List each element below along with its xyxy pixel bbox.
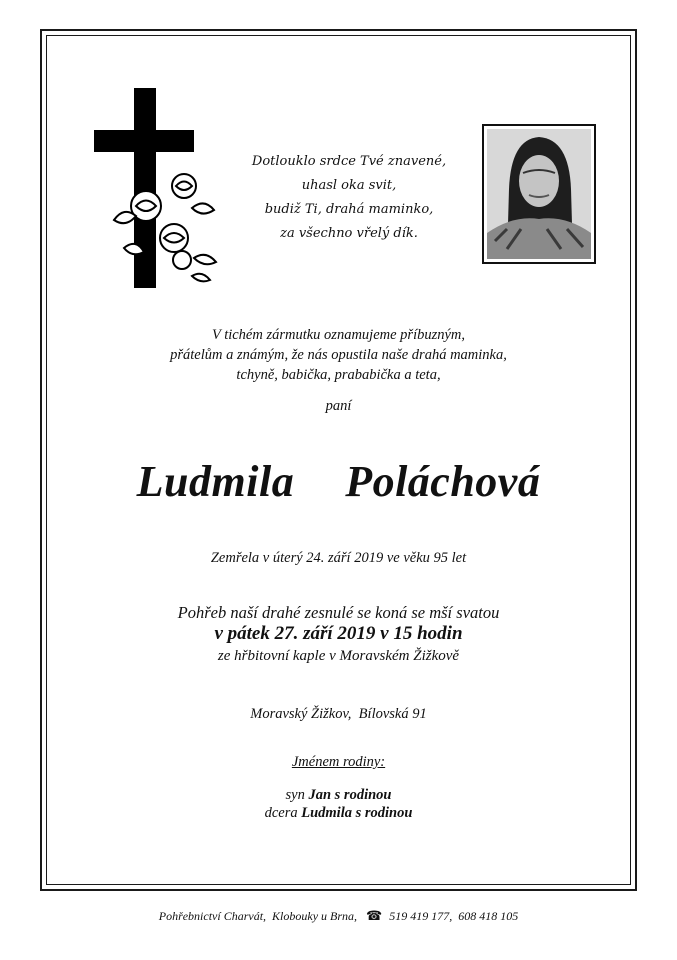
family-relation: dcera <box>264 805 298 821</box>
family-member-name: Ludmila s rodinou <box>301 805 413 821</box>
announcement-intro <box>60 325 617 385</box>
portrait-photo <box>482 124 596 264</box>
family-heading <box>60 754 617 771</box>
phone-numbers: 519 419 177, 608 418 105 <box>389 909 519 923</box>
deceased-name: Ludmila Poláchová <box>136 457 541 506</box>
family-member <box>60 805 617 822</box>
telephone-icon: ☎ <box>366 908 383 923</box>
family-address: Moravský Žižkov, Bílovská 91 <box>250 706 427 722</box>
family-relation: syn <box>285 787 305 803</box>
family-member <box>60 787 617 804</box>
honorific: paní <box>325 398 352 414</box>
family-heading-text: Jménem rodiny: <box>291 754 386 770</box>
funeral-location: ze hřbitovní kaple v Moravském Žižkově <box>217 648 460 664</box>
verse-line: budiž Ti, drahá maminko, <box>264 202 434 217</box>
verse-line: uhasl oka svit, <box>301 178 397 193</box>
verse-line: za všechno vřelý dík. <box>280 226 418 241</box>
intro-line: V tichém zármutku oznamujeme příbuzným, <box>211 327 466 343</box>
funeral-datetime: v pátek 27. září 2019 v 15 hodin <box>214 623 463 644</box>
funeral-company: Pohřebnictví Charvát, Klobouky u Brna, <box>158 909 358 923</box>
intro-line: přátelům a známým, že nás opustila naše drahá maminka, <box>170 347 507 363</box>
footer <box>0 908 677 924</box>
memorial-verse <box>244 150 454 246</box>
death-info: Zemřela v úterý 24. září 2019 ve věku 95 let <box>210 550 467 566</box>
family-member-name: Jan s rodinou <box>308 787 392 803</box>
verse-line: Dotlouklo srdce Tvé znavené, <box>251 154 447 169</box>
intro-line: tchyně, babička, prababička a teta, <box>236 367 441 383</box>
cross-with-roses-icon <box>94 88 222 288</box>
funeral-announcement: Pohřeb naší drahé zesnulé se koná se mší svatou <box>177 603 500 622</box>
